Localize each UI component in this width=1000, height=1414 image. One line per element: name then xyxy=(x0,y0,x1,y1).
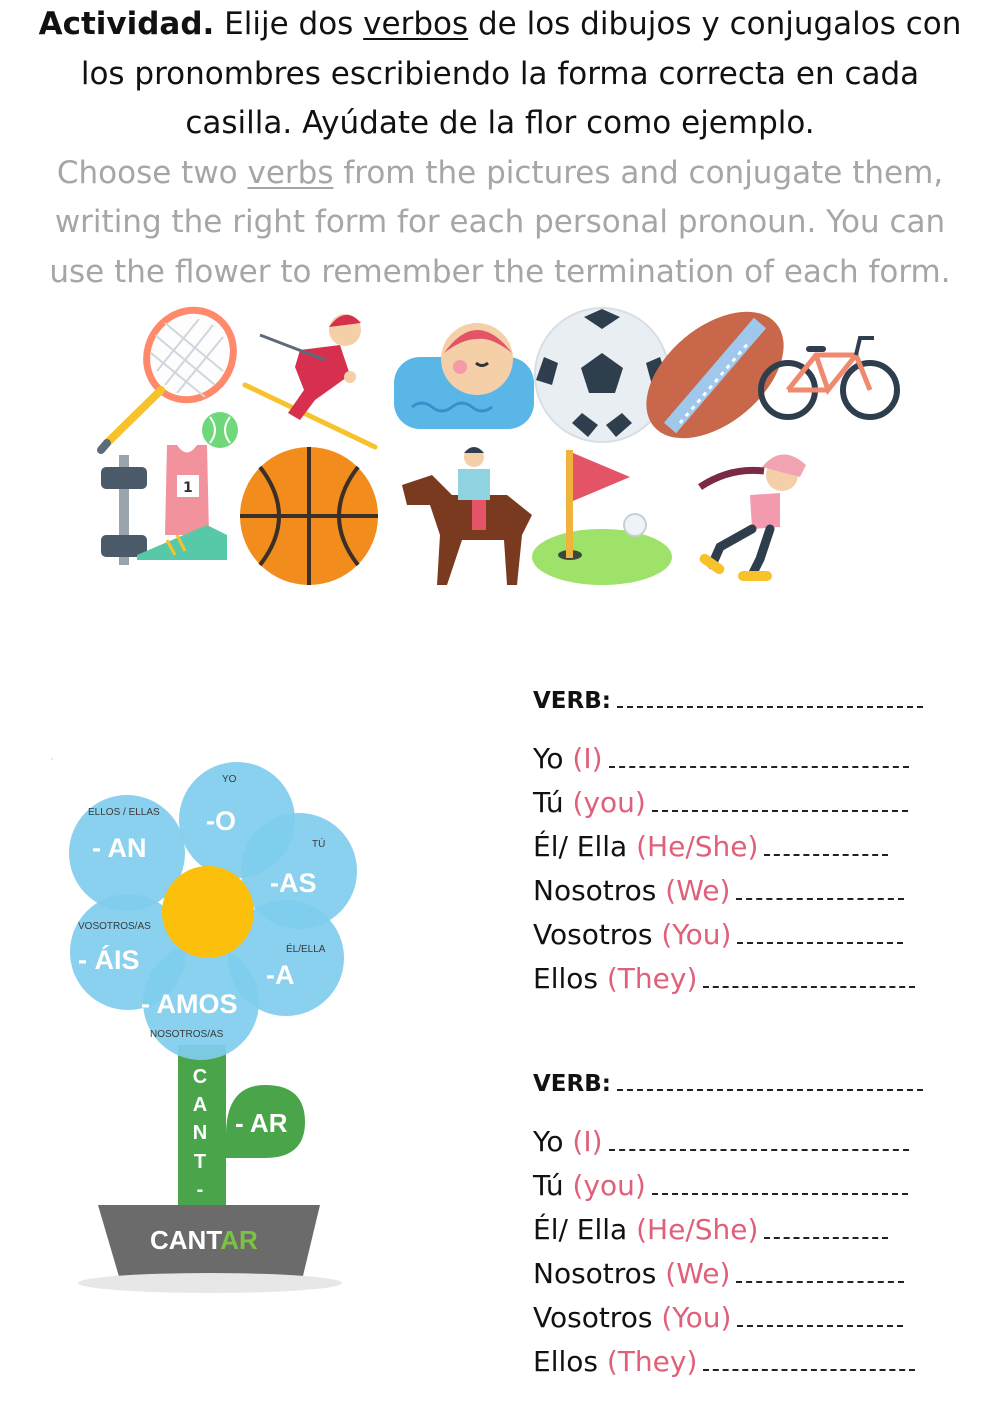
flower-diagram xyxy=(40,740,380,1320)
instruction-underlined-word: verbos xyxy=(363,6,469,42)
instruction-text: de los dibujos y conjugalos con xyxy=(468,6,962,42)
stem-letter: A xyxy=(192,1094,208,1116)
instruction-text: Elije dos xyxy=(214,6,364,42)
golf-flag-icon xyxy=(530,445,675,587)
answer-blank[interactable] xyxy=(736,876,904,900)
pronoun-english: (I) xyxy=(572,742,603,775)
stem-letter: T xyxy=(193,1151,207,1173)
verb-line[interactable] xyxy=(533,684,923,714)
verb-label: VERB: xyxy=(533,1071,611,1097)
conjugation-row-yo[interactable] xyxy=(533,742,909,775)
conjugation-row-el-ella[interactable] xyxy=(533,830,888,863)
petal-pronoun-el-ella: ÉL/ELLA xyxy=(286,944,326,955)
basketball-icon xyxy=(238,445,380,587)
leaf-label: - AR xyxy=(235,1108,288,1138)
answer-blank[interactable] xyxy=(609,1127,909,1151)
petal-pronoun-vosotros: VOSOTROS/AS xyxy=(78,921,151,932)
pronoun: Vosotros xyxy=(533,1301,653,1334)
pronoun-english: (They) xyxy=(606,1345,698,1378)
skier-icon xyxy=(240,305,380,450)
instruction-es-line-3: casilla. Ayúdate de la flor como ejemplo. xyxy=(185,105,815,141)
pronoun: Yo xyxy=(533,742,564,775)
conjugation-row-vosotros[interactable] xyxy=(533,1301,903,1334)
petal-ending-nosotros: - AMOS xyxy=(141,989,238,1019)
conjugation-row-nosotros[interactable] xyxy=(533,874,904,907)
verb-label: VERB: xyxy=(533,688,611,714)
petal-ending-yo: -O xyxy=(206,806,236,836)
pronoun-english: (We) xyxy=(665,1257,731,1290)
horse-rider-icon xyxy=(392,445,537,587)
instruction-en-line-2: writing the right form for each personal pronoun. You can xyxy=(54,204,946,240)
petal-ending-el-ella: -A xyxy=(266,960,295,990)
petal-ending-vosotros: - ÁIS xyxy=(78,945,140,975)
answer-blank[interactable] xyxy=(652,788,908,812)
pronoun-english: (He/She) xyxy=(636,830,759,863)
pronoun: Nosotros xyxy=(533,1257,657,1290)
flower-center xyxy=(162,866,254,958)
gym-icon xyxy=(97,405,242,565)
instruction-en-line-1 xyxy=(0,149,1000,199)
answer-blank[interactable] xyxy=(652,1171,908,1195)
worksheet-block-1 xyxy=(533,680,953,1000)
answer-blank[interactable] xyxy=(736,1259,904,1283)
answer-blank[interactable] xyxy=(609,744,909,768)
verb-blank[interactable] xyxy=(617,1067,923,1091)
stem-letter: N xyxy=(192,1122,208,1144)
pronoun: Él/ Ella xyxy=(533,830,628,863)
pot-shadow xyxy=(78,1273,342,1293)
conjugation-row-tu[interactable] xyxy=(533,1169,908,1202)
instruction-text: Choose two xyxy=(56,154,248,191)
roller-skater-icon xyxy=(690,447,815,587)
pronoun: Tú xyxy=(533,786,564,819)
pronoun: Nosotros xyxy=(533,874,657,907)
pronoun: Ellos xyxy=(533,1345,598,1378)
conjugation-row-ellos[interactable] xyxy=(533,1345,915,1378)
petal-ending-tu: -AS xyxy=(270,868,317,898)
pronoun-english: (We) xyxy=(665,874,731,907)
answer-blank[interactable] xyxy=(737,1303,903,1327)
pronoun: Ellos xyxy=(533,962,598,995)
petal-pronoun-yo: YO xyxy=(222,774,237,785)
instruction-text: from the pictures and conjugate them, xyxy=(333,154,944,191)
instruction-en-line-3: use the flower to remember the termination of each form. xyxy=(49,253,951,290)
answer-blank[interactable] xyxy=(737,920,903,944)
flower-graphic xyxy=(40,740,380,1320)
verb-line[interactable] xyxy=(533,1067,923,1097)
pot-ending: AR xyxy=(220,1225,258,1255)
pot-stem: CANT xyxy=(150,1225,221,1255)
pronoun: Él/ Ella xyxy=(533,1213,628,1246)
instruction-underlined-word: verbs xyxy=(247,154,334,191)
petal-pronoun-nosotros: NOSOTROS/AS xyxy=(150,1029,224,1040)
activity-label: Actividad. xyxy=(38,6,215,42)
pronoun-english: (You) xyxy=(661,918,732,951)
instruction-es-line-2: los pronombres escribiendo la forma correcta en cada xyxy=(80,55,920,92)
answer-blank[interactable] xyxy=(703,1347,915,1371)
pronoun-english: (They) xyxy=(606,962,698,995)
stem-letter: C xyxy=(192,1066,208,1088)
pot-label xyxy=(150,1225,258,1255)
svg-text:1: 1 xyxy=(183,480,193,496)
bicycle-icon xyxy=(758,330,903,425)
conjugation-row-tu[interactable] xyxy=(533,786,908,819)
conjugation-row-yo[interactable] xyxy=(533,1125,909,1158)
pronoun: Tú xyxy=(533,1169,564,1202)
swimmer-icon xyxy=(392,317,537,432)
answer-blank[interactable] xyxy=(764,1215,888,1239)
pronoun-english: (you) xyxy=(572,1169,646,1202)
pronoun-english: (I) xyxy=(572,1125,603,1158)
conjugation-row-nosotros[interactable] xyxy=(533,1257,904,1290)
pronoun-english: (you) xyxy=(572,786,646,819)
sports-pictures xyxy=(0,295,1000,595)
worksheet-block-2 xyxy=(533,1063,953,1383)
verb-blank[interactable] xyxy=(617,684,923,708)
conjugation-row-ellos[interactable] xyxy=(533,962,915,995)
answer-blank[interactable] xyxy=(703,964,915,988)
pronoun-english: (You) xyxy=(661,1301,732,1334)
pronoun: Yo xyxy=(533,1125,564,1158)
instruction-es-line-1 xyxy=(0,0,1000,50)
pronoun-english: (He/She) xyxy=(636,1213,759,1246)
answer-blank[interactable] xyxy=(764,832,888,856)
petal-pronoun-ellos: ELLOS / ELLAS xyxy=(88,807,160,818)
conjugation-row-vosotros[interactable] xyxy=(533,918,903,951)
pronoun: Vosotros xyxy=(533,918,653,951)
instructions xyxy=(0,0,1000,297)
stem-letter: - xyxy=(196,1179,204,1201)
petal-pronoun-tu: TÚ xyxy=(312,839,326,850)
conjugation-row-el-ella[interactable] xyxy=(533,1213,888,1246)
petal-ending-ellos: - AN xyxy=(92,833,147,863)
